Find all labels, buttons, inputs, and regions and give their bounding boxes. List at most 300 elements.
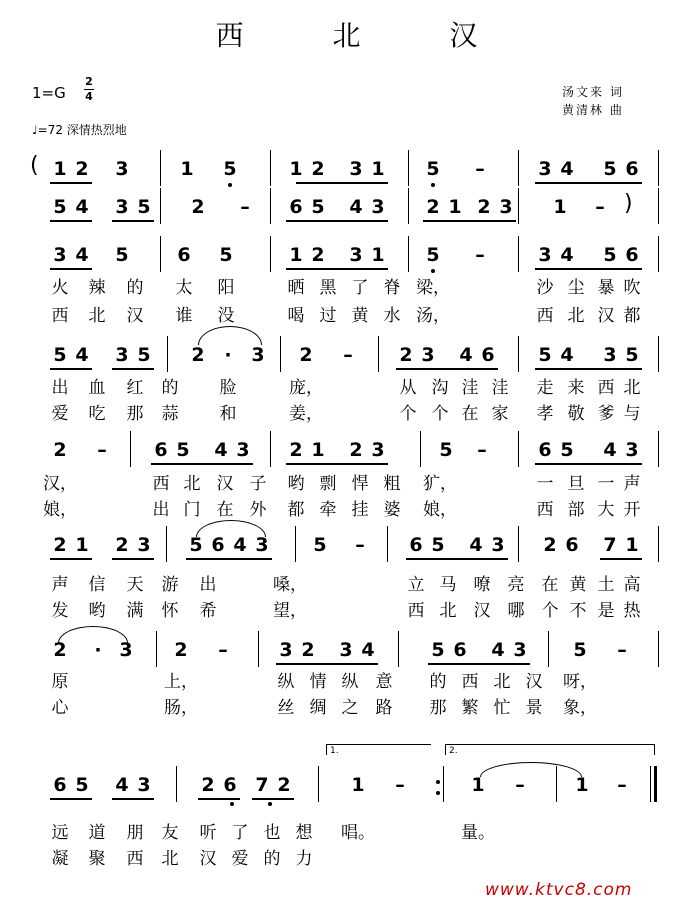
note: 1 [625,534,639,556]
lyric-syllable: 汉 [126,306,144,326]
note: 5 [176,439,190,461]
barline [518,526,519,562]
lyric-syllable: 脸 [219,378,237,398]
lyric-syllable: 汉 [216,474,234,494]
barline [420,431,421,467]
barline [518,236,519,272]
lyric-syllable: 也 [263,823,281,843]
beam-underline [50,558,92,560]
barline [156,631,157,667]
lyric-syllable: 听 [199,823,217,843]
lyric-syllable: 了 [231,823,249,843]
note: 3 [349,158,363,180]
lyric-syllable: 娘， [43,500,77,520]
lyric-syllable: 出 [199,575,217,595]
note: 3 [279,639,293,661]
barline [658,526,659,562]
beam-underline [50,182,92,184]
lyric-syllable: 原 [51,672,69,692]
note: 3 [115,344,129,366]
lyric-syllable: 喝 [287,306,305,326]
beam-underline [286,268,388,270]
beam-underline [112,220,154,222]
barline [130,431,131,467]
note: – [240,196,250,218]
lyric-syllable: 纵 [277,672,295,692]
note: 6 [565,534,579,556]
note: 1 [289,244,303,266]
beam-underline [50,798,92,800]
note: 5 [426,158,440,180]
tempo-marking: ♩=72 深情热烈地 [32,123,127,137]
note: 6 [481,344,495,366]
note: 3 [236,439,250,461]
lyric-syllable: 汉， [43,474,77,494]
lyric-syllable: 血 [88,378,106,398]
lyric-syllable: 姜， [289,404,323,424]
note: 6 [538,439,552,461]
note: 5 [53,344,67,366]
lyric-syllable: 开 [623,500,641,520]
lyric-syllable: 的 [126,278,144,298]
lyric-syllable: 太 [175,278,193,298]
note: 2 [191,344,205,366]
lyric-syllable: 婆 [383,500,401,520]
note: – [395,774,405,796]
lyric-syllable: 火 [51,278,69,298]
note: 3 [513,639,527,661]
lyric-syllable: 希 [199,601,217,621]
lyric-syllable: 牵 [319,500,337,520]
lyric-syllable: 吃 [88,404,106,424]
note: – [97,439,107,461]
note: 5 [115,244,129,266]
lyric-syllable: 剽 [319,474,337,494]
lyric-syllable: 那 [429,698,447,718]
beam-underline [535,268,642,270]
lyric-syllable: 呀， [563,672,597,692]
note: 3 [137,534,151,556]
lyric-syllable: 洼 [461,378,479,398]
note: 3 [119,639,133,661]
lyric-syllable: 尘 [567,278,585,298]
lyric-syllable: 与 [623,404,641,424]
lyric-syllable: 满 [126,601,144,621]
note: 4 [361,639,375,661]
note: 6 [223,774,237,796]
lyric-syllable: 一 [597,474,615,494]
lyric-syllable: 出 [51,378,69,398]
lyric-syllable: 汉 [199,849,217,869]
lyric-syllable: 忙 [493,698,511,718]
beam-underline [600,558,642,560]
note: 6 [625,158,639,180]
lyric-syllable: 怀 [161,601,179,621]
lyric-syllable: 门 [183,500,201,520]
lyric-syllable: 旦 [567,474,585,494]
lyric-syllable: 西 [152,474,170,494]
note: 1 [371,244,385,266]
note: 1 [180,158,194,180]
note: 5 [223,158,237,180]
lyric-syllable: 挂 [351,500,369,520]
beam-underline [296,182,388,184]
barline [518,150,519,186]
beam-underline [535,463,642,465]
note: 2 [115,534,129,556]
note: 1 [289,158,303,180]
lyric-syllable: 道 [88,823,106,843]
lyric-syllable: 土 [597,575,615,595]
note: 4 [603,439,617,461]
barline [408,188,409,224]
note: 5 [603,244,617,266]
note: 6 [409,534,423,556]
note: 3 [115,196,129,218]
beam-underline [112,558,154,560]
note: 7 [255,774,269,796]
note: 2 [399,344,413,366]
lyric-syllable: 西 [597,378,615,398]
barline [650,766,651,802]
note: 2 [301,639,315,661]
lyric-syllable: 西 [536,500,554,520]
time-signature-top: 2 [85,75,93,88]
lyric-syllable: 在 [461,404,479,424]
note: 5 [431,534,445,556]
lyric-syllable: 路 [375,698,393,718]
barline [518,336,519,372]
barline [160,188,161,224]
lyric-syllable: 发 [51,601,69,621]
lyric-syllable: 谁 [175,306,193,326]
lyric-syllable: 意 [375,672,393,692]
note: 1 [311,439,325,461]
lyric-syllable: 的 [429,672,447,692]
lyric-syllable: 阳 [217,278,235,298]
lyric-syllable: 马 [439,575,457,595]
beam-underline [535,368,642,370]
lyric-syllable: 远 [51,823,69,843]
lyric-syllable: 一 [536,474,554,494]
barline [270,188,271,224]
lyric-syllable: 象， [563,698,597,718]
lyric-syllable: 爹 [597,404,615,424]
tie [58,626,128,643]
beam-underline [406,558,508,560]
barline [658,631,659,667]
barline [270,431,271,467]
barline [295,526,296,562]
lyric-syllable: 来 [567,378,585,398]
octave-dot [228,183,232,187]
note: 2 [201,774,215,796]
lyric-syllable: 个 [541,601,559,621]
note: · [94,639,102,661]
lyric-syllable: 量。 [461,823,495,843]
lyric-syllable: 是 [597,601,615,621]
lyric-syllable: 吹 [623,278,641,298]
lyric-syllable: 北 [567,306,585,326]
lyric-syllable: 出 [152,500,170,520]
note: 3 [603,344,617,366]
lyric-syllable: 信 [88,575,106,595]
tie [196,520,266,537]
note: 5 [75,774,89,796]
lyric-syllable: 没 [217,306,235,326]
lyric-syllable: 庞， [289,378,323,398]
note: 3 [137,774,151,796]
lyric-syllable: 黄 [569,575,587,595]
barline [398,631,399,667]
barline [166,526,167,562]
note: 5 [137,344,151,366]
lyric-syllable: 哪 [507,601,525,621]
lyric-syllable: 了 [351,278,369,298]
note: 2 [53,439,67,461]
note: 3 [538,158,552,180]
lyric-syllable: 聚 [88,849,106,869]
note: 3 [499,196,513,218]
lyric-syllable: 犷， [423,474,457,494]
lyric-syllable: 肠， [164,698,198,718]
note: 5 [313,534,327,556]
beam-underline [286,463,388,465]
lyric-syllable: 汉 [473,601,491,621]
lyric-syllable: 孝 [536,404,554,424]
barline [658,431,659,467]
beam-underline [50,220,92,222]
lyric-syllable: 北 [183,474,201,494]
note: 3 [538,244,552,266]
lyric-syllable: 晒 [287,278,305,298]
lyric-syllable: 绸 [309,698,327,718]
lyric-syllable: 红 [126,378,144,398]
lyric-syllable: 纵 [341,672,359,692]
composer-credit: 黄清林 曲 [562,103,624,117]
lyric-syllable: 部 [567,500,585,520]
lyric-syllable: 西 [51,306,69,326]
lyric-syllable: 爱 [51,404,69,424]
lyric-syllable: 西 [461,672,479,692]
lyric-syllable: 外 [249,500,267,520]
barline [387,526,388,562]
note: 5 [219,244,233,266]
note: · [224,344,232,366]
note: 5 [538,344,552,366]
lyric-syllable: 粗 [383,474,401,494]
lyric-syllable: 脊 [383,278,401,298]
barline [658,236,659,272]
barline [270,236,271,272]
lyric-syllable: 暴 [597,278,615,298]
note: 2 [349,439,363,461]
lyric-syllable: 立 [407,575,425,595]
note: 3 [339,639,353,661]
lyric-syllable: 都 [287,500,305,520]
lyric-syllable: 大 [597,500,615,520]
lyric-syllable: 嘹 [473,575,491,595]
page-title: 西 北 汉 [215,19,518,52]
note: 3 [371,439,385,461]
note: 2 [426,196,440,218]
beam-underline [286,220,388,222]
lyric-syllable: 嗓， [273,575,307,595]
lyric-syllable: 唱。 [341,823,375,843]
note: 3 [491,534,505,556]
note: 1 [575,774,589,796]
lyric-syllable: 和 [219,404,237,424]
volta-bracket [326,744,431,755]
note: 5 [625,344,639,366]
note: 2 [299,344,313,366]
lyric-syllable: 哟 [287,474,305,494]
barline [167,336,168,372]
lyric-syllable: 子 [249,474,267,494]
note: 3 [115,158,129,180]
note: 2 [75,158,89,180]
lyric-syllable: 梁， [416,278,450,298]
note: 2 [53,639,67,661]
lyric-syllable: 汤， [416,306,450,326]
note: 3 [251,344,265,366]
note: – [477,439,487,461]
note: 2 [311,244,325,266]
lyric-syllable: 家 [491,404,509,424]
lyric-syllable: 北 [88,306,106,326]
lyric-syllable: 亮 [507,575,525,595]
note: 4 [469,534,483,556]
barline [408,236,409,272]
lyric-syllable: 景 [525,698,543,718]
note: 4 [560,158,574,180]
lyric-syllable: 西 [407,601,425,621]
lyricist-credit: 汤文来 词 [562,85,624,99]
octave-dot [230,802,234,806]
lyric-syllable: 游 [161,575,179,595]
lyric-syllable: 敬 [567,404,585,424]
barline [258,631,259,667]
lyric-syllable: 北 [161,849,179,869]
barline [658,336,659,372]
lyric-syllable: 水 [383,306,401,326]
octave-dot [431,269,435,273]
lyric-syllable: 悍 [351,474,369,494]
note: 5 [189,534,203,556]
lyric-syllable: 北 [439,601,457,621]
note: 6 [211,534,225,556]
note: 6 [154,439,168,461]
lyric-syllable: 都 [623,306,641,326]
barline [443,766,444,802]
barline [280,336,281,372]
beam-underline [112,798,154,800]
note: 4 [115,774,129,796]
note: 2 [289,439,303,461]
key-signature: 1=G [32,84,66,102]
note: 3 [625,439,639,461]
volta-number: 1. [330,746,339,756]
note: 1 [75,534,89,556]
note: 6 [53,774,67,796]
beam-underline [252,798,294,800]
octave-dot [268,802,272,806]
intro-close-bracket: ) [624,191,633,216]
note: 5 [53,196,67,218]
repeat-dot [436,791,440,795]
note: 4 [491,639,505,661]
barline [160,236,161,272]
lyric-syllable: 个 [431,404,449,424]
lyric-syllable: 丝 [277,698,295,718]
lyric-syllable: 朋 [126,823,144,843]
lyric-syllable: 的 [263,849,281,869]
note: 4 [459,344,473,366]
beam-underline [535,182,642,184]
note: 3 [349,244,363,266]
note: 4 [560,244,574,266]
tie [198,326,262,345]
lyric-syllable: 凝 [51,849,69,869]
note: 3 [421,344,435,366]
note: 3 [53,244,67,266]
lyric-syllable: 声 [51,575,69,595]
barline [160,150,161,186]
lyric-syllable: 天 [126,575,144,595]
beam-underline [198,798,240,800]
lyric-syllable: 蒜 [161,404,179,424]
lyric-syllable: 西 [536,306,554,326]
repeat-dot [436,780,440,784]
note: 6 [177,244,191,266]
note: 5 [426,244,440,266]
lyric-syllable: 的 [161,378,179,398]
lyric-syllable: 北 [493,672,511,692]
beam-underline [112,368,154,370]
note: 5 [431,639,445,661]
lyric-syllable: 过 [319,306,337,326]
lyric-syllable: 之 [341,698,359,718]
note: – [617,774,627,796]
barline [318,766,319,802]
note: 5 [573,639,587,661]
volta-number: 2. [449,746,458,756]
note: 1 [448,196,462,218]
lyric-syllable: 上， [164,672,198,692]
note: 4 [214,439,228,461]
note: 2 [311,158,325,180]
beam-underline [396,368,498,370]
note: 2 [277,774,291,796]
note: 6 [625,244,639,266]
note: 5 [560,439,574,461]
time-signature-bottom: 4 [85,90,93,103]
note: 2 [191,196,205,218]
barline [408,150,409,186]
lyric-syllable: 辣 [88,278,106,298]
beam-underline [423,220,516,222]
note: 1 [351,774,365,796]
note: 4 [560,344,574,366]
barline [658,188,659,224]
barline [548,631,549,667]
lyric-syllable: 走 [536,378,554,398]
note: – [218,639,228,661]
beam-underline [50,368,92,370]
beam-underline [428,663,530,665]
note: 3 [371,196,385,218]
lyric-syllable: 在 [541,575,559,595]
